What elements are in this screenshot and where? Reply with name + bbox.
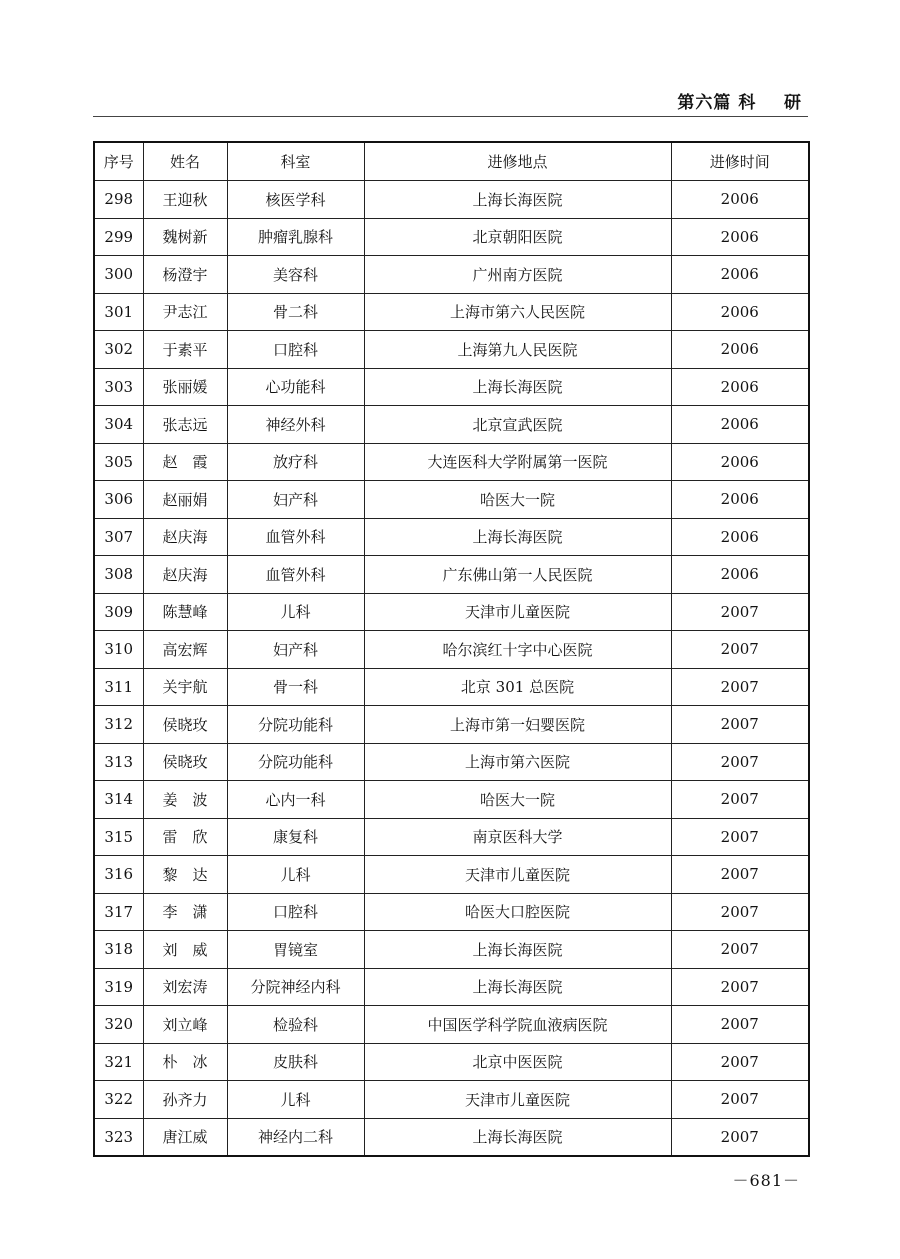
cell-year: 2007 xyxy=(671,931,809,969)
cell-serial: 300 xyxy=(94,256,143,294)
cell-name: 王迎秋 xyxy=(143,181,227,219)
cell-location: 哈医大一院 xyxy=(364,781,671,819)
cell-name: 赵庆海 xyxy=(143,518,227,556)
cell-location: 天津市儿童医院 xyxy=(364,593,671,631)
cell-name: 刘宏涛 xyxy=(143,968,227,1006)
cell-department: 分院功能科 xyxy=(227,706,364,744)
cell-location: 上海长海医院 xyxy=(364,368,671,406)
cell-location: 北京中医医院 xyxy=(364,1043,671,1081)
cell-location: 哈尔滨红十字中心医院 xyxy=(364,631,671,669)
table-body xyxy=(94,181,809,1157)
cell-year: 2007 xyxy=(671,856,809,894)
cell-serial: 311 xyxy=(94,668,143,706)
cell-department: 分院神经内科 xyxy=(227,968,364,1006)
cell-name: 唐江威 xyxy=(143,1118,227,1156)
cell-year: 2006 xyxy=(671,331,809,369)
cell-department: 血管外科 xyxy=(227,518,364,556)
table-row xyxy=(94,481,809,519)
cell-department: 检验科 xyxy=(227,1006,364,1044)
cell-serial: 314 xyxy=(94,781,143,819)
cell-name: 姜 波 xyxy=(143,781,227,819)
section-title: 第六篇 科 研 xyxy=(677,93,802,113)
cell-location: 北京朝阳医院 xyxy=(364,218,671,256)
cell-name: 侯晓玫 xyxy=(143,706,227,744)
cell-location: 上海长海医院 xyxy=(364,1118,671,1156)
cell-year: 2007 xyxy=(671,781,809,819)
cell-location: 哈医大口腔医院 xyxy=(364,893,671,931)
cell-name: 赵丽娟 xyxy=(143,481,227,519)
cell-department: 儿科 xyxy=(227,1081,364,1119)
cell-name: 张志远 xyxy=(143,406,227,444)
cell-department: 神经外科 xyxy=(227,406,364,444)
cell-year: 2006 xyxy=(671,368,809,406)
table-row xyxy=(94,1081,809,1119)
cell-serial: 317 xyxy=(94,893,143,931)
table-header-row xyxy=(94,142,809,181)
cell-year: 2007 xyxy=(671,1006,809,1044)
cell-department: 神经内二科 xyxy=(227,1118,364,1156)
column-header-department: 科室 xyxy=(227,142,364,181)
cell-name: 关宇航 xyxy=(143,668,227,706)
cell-name: 魏树新 xyxy=(143,218,227,256)
cell-location: 上海长海医院 xyxy=(364,968,671,1006)
cell-name: 刘 威 xyxy=(143,931,227,969)
cell-serial: 315 xyxy=(94,818,143,856)
cell-department: 骨一科 xyxy=(227,668,364,706)
cell-location: 哈医大一院 xyxy=(364,481,671,519)
column-header-location: 进修地点 xyxy=(364,142,671,181)
cell-location: 北京 301 总医院 xyxy=(364,668,671,706)
cell-department: 核医学科 xyxy=(227,181,364,219)
cell-year: 2007 xyxy=(671,968,809,1006)
cell-name: 赵 霞 xyxy=(143,443,227,481)
cell-location: 上海第九人民医院 xyxy=(364,331,671,369)
table-row xyxy=(94,893,809,931)
cell-name: 李 潇 xyxy=(143,893,227,931)
cell-department: 妇产科 xyxy=(227,481,364,519)
cell-location: 上海长海医院 xyxy=(364,181,671,219)
cell-serial: 301 xyxy=(94,293,143,331)
column-header-name: 姓名 xyxy=(143,142,227,181)
cell-department: 胃镜室 xyxy=(227,931,364,969)
cell-name: 刘立峰 xyxy=(143,1006,227,1044)
cell-serial: 308 xyxy=(94,556,143,594)
cell-department: 放疗科 xyxy=(227,443,364,481)
table-row xyxy=(94,593,809,631)
table-row xyxy=(94,1006,809,1044)
table-row xyxy=(94,743,809,781)
cell-year: 2006 xyxy=(671,256,809,294)
cell-department: 血管外科 xyxy=(227,556,364,594)
table-row xyxy=(94,1043,809,1081)
cell-year: 2006 xyxy=(671,556,809,594)
training-roster-table xyxy=(93,141,810,1157)
cell-serial: 307 xyxy=(94,518,143,556)
cell-serial: 323 xyxy=(94,1118,143,1156)
table-row xyxy=(94,1118,809,1156)
cell-serial: 316 xyxy=(94,856,143,894)
cell-location: 天津市儿童医院 xyxy=(364,856,671,894)
cell-serial: 318 xyxy=(94,931,143,969)
cell-location: 中国医学科学院血液病医院 xyxy=(364,1006,671,1044)
cell-year: 2006 xyxy=(671,481,809,519)
cell-department: 口腔科 xyxy=(227,893,364,931)
cell-location: 南京医科大学 xyxy=(364,818,671,856)
cell-serial: 306 xyxy=(94,481,143,519)
cell-location: 广州南方医院 xyxy=(364,256,671,294)
cell-year: 2006 xyxy=(671,443,809,481)
table-row xyxy=(94,293,809,331)
cell-serial: 313 xyxy=(94,743,143,781)
cell-name: 杨澄宇 xyxy=(143,256,227,294)
cell-serial: 312 xyxy=(94,706,143,744)
cell-department: 美容科 xyxy=(227,256,364,294)
cell-serial: 309 xyxy=(94,593,143,631)
table-row xyxy=(94,631,809,669)
cell-serial: 305 xyxy=(94,443,143,481)
header-divider xyxy=(93,116,808,117)
cell-serial: 298 xyxy=(94,181,143,219)
cell-serial: 303 xyxy=(94,368,143,406)
cell-department: 儿科 xyxy=(227,593,364,631)
cell-name: 赵庆海 xyxy=(143,556,227,594)
cell-year: 2007 xyxy=(671,1043,809,1081)
table-row xyxy=(94,518,809,556)
cell-name: 孙齐力 xyxy=(143,1081,227,1119)
cell-name: 黎 达 xyxy=(143,856,227,894)
cell-year: 2007 xyxy=(671,631,809,669)
cell-serial: 302 xyxy=(94,331,143,369)
cell-department: 康复科 xyxy=(227,818,364,856)
table-row xyxy=(94,218,809,256)
cell-department: 骨二科 xyxy=(227,293,364,331)
table-row xyxy=(94,331,809,369)
cell-department: 分院功能科 xyxy=(227,743,364,781)
table-row xyxy=(94,931,809,969)
cell-location: 北京宣武医院 xyxy=(364,406,671,444)
cell-serial: 304 xyxy=(94,406,143,444)
table-row xyxy=(94,181,809,219)
cell-year: 2007 xyxy=(671,593,809,631)
cell-year: 2006 xyxy=(671,518,809,556)
cell-name: 尹志江 xyxy=(143,293,227,331)
cell-department: 口腔科 xyxy=(227,331,364,369)
cell-name: 陈慧峰 xyxy=(143,593,227,631)
cell-department: 儿科 xyxy=(227,856,364,894)
cell-location: 上海长海医院 xyxy=(364,518,671,556)
cell-location: 上海市第一妇婴医院 xyxy=(364,706,671,744)
cell-department: 心内一科 xyxy=(227,781,364,819)
cell-department: 皮肤科 xyxy=(227,1043,364,1081)
cell-year: 2007 xyxy=(671,1081,809,1119)
table-row xyxy=(94,368,809,406)
table-row xyxy=(94,406,809,444)
table-row xyxy=(94,668,809,706)
table-row xyxy=(94,968,809,1006)
cell-name: 雷 欣 xyxy=(143,818,227,856)
cell-location: 上海市第六人民医院 xyxy=(364,293,671,331)
page-number: －681－ xyxy=(732,1171,800,1190)
cell-year: 2007 xyxy=(671,818,809,856)
cell-location: 上海长海医院 xyxy=(364,931,671,969)
cell-year: 2006 xyxy=(671,181,809,219)
table-row xyxy=(94,706,809,744)
cell-name: 于素平 xyxy=(143,331,227,369)
cell-department: 妇产科 xyxy=(227,631,364,669)
cell-year: 2007 xyxy=(671,668,809,706)
cell-serial: 322 xyxy=(94,1081,143,1119)
table-row xyxy=(94,443,809,481)
cell-name: 高宏辉 xyxy=(143,631,227,669)
cell-department: 肿瘤乳腺科 xyxy=(227,218,364,256)
cell-serial: 320 xyxy=(94,1006,143,1044)
cell-location: 大连医科大学附属第一医院 xyxy=(364,443,671,481)
cell-year: 2007 xyxy=(671,743,809,781)
cell-serial: 299 xyxy=(94,218,143,256)
table-row xyxy=(94,856,809,894)
cell-serial: 319 xyxy=(94,968,143,1006)
cell-year: 2006 xyxy=(671,218,809,256)
cell-name: 侯晓玫 xyxy=(143,743,227,781)
cell-department: 心功能科 xyxy=(227,368,364,406)
cell-year: 2007 xyxy=(671,706,809,744)
cell-year: 2007 xyxy=(671,1118,809,1156)
cell-year: 2006 xyxy=(671,406,809,444)
cell-name: 朴 冰 xyxy=(143,1043,227,1081)
cell-year: 2006 xyxy=(671,293,809,331)
cell-serial: 310 xyxy=(94,631,143,669)
table-row xyxy=(94,818,809,856)
cell-location: 上海市第六医院 xyxy=(364,743,671,781)
cell-location: 天津市儿童医院 xyxy=(364,1081,671,1119)
table-row xyxy=(94,781,809,819)
cell-serial: 321 xyxy=(94,1043,143,1081)
column-header-year: 进修时间 xyxy=(671,142,809,181)
cell-year: 2007 xyxy=(671,893,809,931)
column-header-serial: 序号 xyxy=(94,142,143,181)
table-row xyxy=(94,556,809,594)
table-row xyxy=(94,256,809,294)
cell-location: 广东佛山第一人民医院 xyxy=(364,556,671,594)
cell-name: 张丽媛 xyxy=(143,368,227,406)
